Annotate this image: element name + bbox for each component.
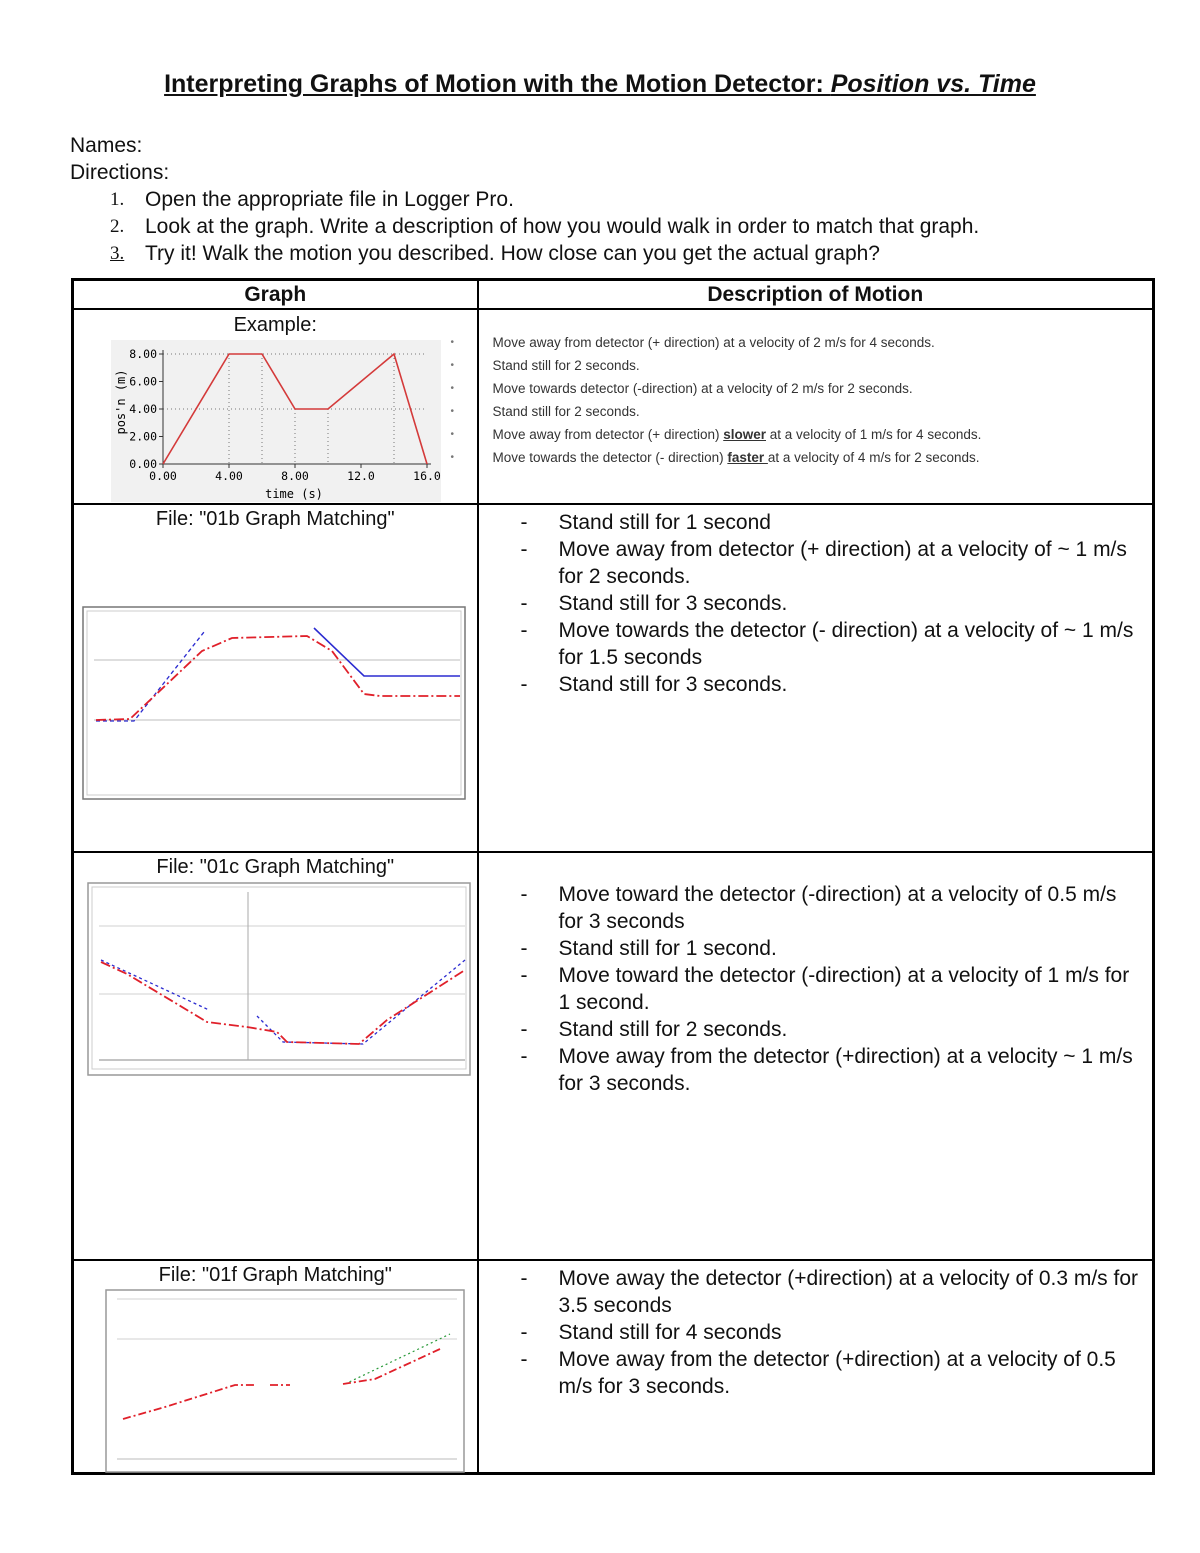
direction-item: 1. Open the appropriate file in Logger Pro. — [110, 188, 514, 211]
description-list-01f — [479, 1261, 1153, 1400]
file-caption: File: "01b Graph Matching" — [155, 508, 395, 530]
example-description-cell — [478, 309, 1154, 504]
intro — [70, 132, 979, 267]
list-item: - Stand still for 3 seconds. — [521, 671, 1145, 698]
description-cell-01c — [478, 852, 1154, 1260]
y-tick-label: 0.00 — [129, 457, 157, 471]
list-item: - Stand still for 3 seconds. — [521, 590, 1145, 617]
description-list-01b — [479, 505, 1153, 698]
graph-cell-01f — [73, 1260, 478, 1474]
graph-01c-image — [87, 882, 471, 1076]
description-cell-01f — [478, 1260, 1154, 1474]
example-position-time-chart — [111, 340, 441, 502]
list-item: - Move toward the detector (-direction) at a velocity of 0.5 m/s for 3 seconds — [521, 881, 1145, 935]
names-label: Names: — [70, 134, 143, 157]
graph-cell-01c — [73, 852, 478, 1260]
x-tick-label: 8.00 — [281, 469, 309, 483]
list-item: • Move towards the detector (- direction) faster at a velocity of 4 m/s for 2 seconds. — [479, 449, 1143, 467]
file-caption: File: "01f Graph Matching" — [158, 1264, 392, 1286]
list-item: - Move toward the detector (-direction) at a velocity of 1 m/s for 1 second. — [521, 962, 1145, 1016]
example-description-list — [479, 310, 1153, 467]
list-item: - Stand still for 4 seconds — [521, 1319, 1145, 1346]
graph-01f-image — [105, 1289, 465, 1473]
directions-label: Directions: — [70, 161, 170, 184]
page-title: Interpreting Graphs of Motion with the Motion Detector: Position vs. Time — [164, 70, 1036, 98]
y-tick-label: 8.00 — [129, 347, 157, 361]
x-tick-label: 0.00 — [149, 469, 177, 483]
list-item: • Move away from detector (+ direction) slower at a velocity of 1 m/s for 4 seconds. — [479, 426, 1143, 444]
x-tick-label: 4.00 — [215, 469, 243, 483]
description-list-01c — [479, 853, 1153, 1097]
list-item: - Move away from the detector (+direction) at a velocity of 0.5 m/s for 3 seconds. — [521, 1346, 1145, 1400]
y-tick-label: 2.00 — [129, 429, 157, 444]
example-graph-cell — [73, 309, 478, 504]
x-tick-label: 16.0 — [413, 469, 441, 483]
list-item: - Move away from detector (+ direction) at a velocity of ~ 1 m/s for 2 seconds. — [521, 536, 1145, 590]
list-item: • Move away from detector (+ direction) at a velocity of 2 m/s for 4 seconds. — [479, 334, 1143, 352]
list-item: - Stand still for 2 seconds. — [521, 1016, 1145, 1043]
list-item: - Move towards the detector (- direction) at a velocity of ~ 1 m/s for 1.5 seconds — [521, 617, 1145, 671]
list-item: • Stand still for 2 seconds. — [479, 357, 1143, 375]
list-item: • Stand still for 2 seconds. — [479, 403, 1143, 421]
list-item: • Move towards detector (-direction) at a velocity of 2 m/s for 2 seconds. — [479, 380, 1143, 398]
list-item: - Move away the detector (+direction) at a velocity of 0.3 m/s for 3.5 seconds — [521, 1265, 1145, 1319]
example-caption: Example: — [233, 314, 317, 336]
list-item: - Move away from the detector (+direction) at a velocity ~ 1 m/s for 3 seconds. — [521, 1043, 1145, 1097]
y-tick-label: 4.00 — [129, 402, 157, 416]
y-axis-label: pos'n (m) — [114, 369, 128, 435]
header-graph: Graph — [73, 280, 478, 310]
graph-01b-image — [82, 606, 466, 800]
direction-item: 3. Try it! Walk the motion you described. How close can you get the actual graph? — [110, 242, 880, 265]
header-description: Description of Motion — [478, 280, 1154, 310]
x-tick-label: 12.0 — [347, 469, 375, 483]
y-tick-label: 6.00 — [129, 374, 157, 389]
motion-table — [71, 278, 1155, 1475]
graph-cell-01b — [73, 504, 478, 852]
list-item: - Stand still for 1 second. — [521, 935, 1145, 962]
description-cell-01b — [478, 504, 1154, 852]
x-axis-label: time (s) — [265, 487, 323, 501]
list-item: - Stand still for 1 second — [521, 509, 1145, 536]
file-caption: File: "01c Graph Matching" — [156, 856, 395, 878]
directions-list — [70, 186, 979, 267]
direction-item: 2. Look at the graph. Write a description of how you would walk in order to match that graph. — [110, 215, 980, 238]
